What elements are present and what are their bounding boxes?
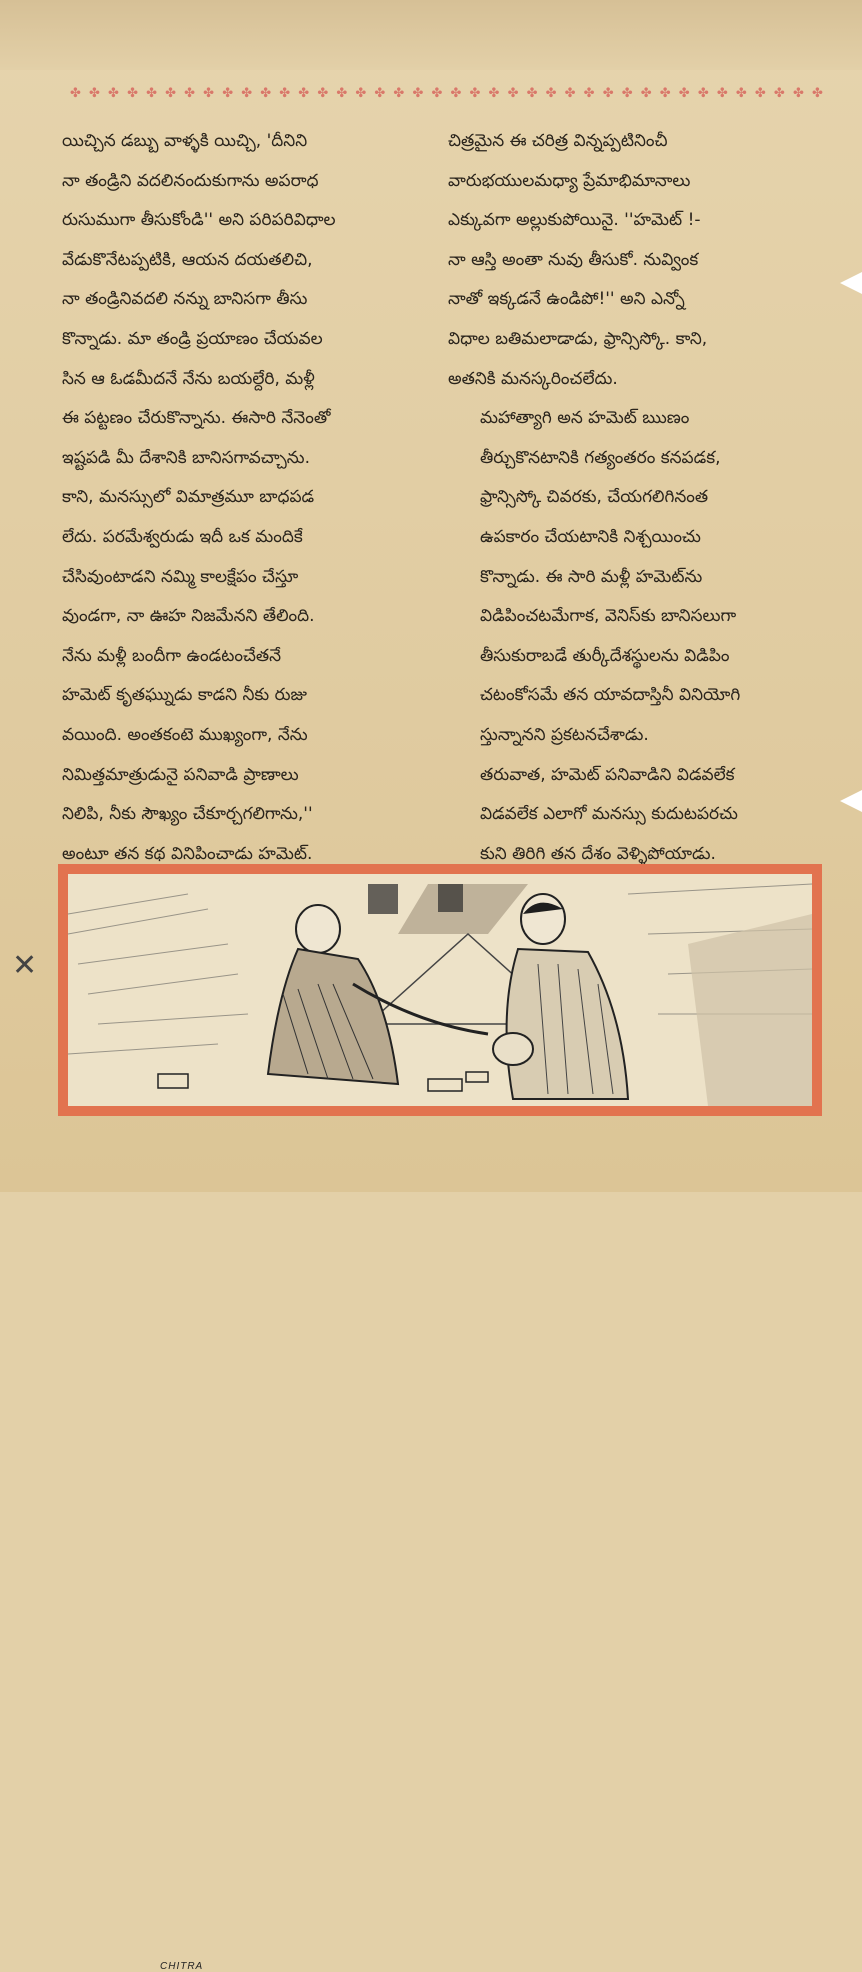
right-p2-line: ఫ్రాన్సిస్కో చివరకు, చేయగలిగినంత [480, 487, 709, 508]
illustration-canvas [68, 874, 812, 1972]
story-illustration [58, 864, 822, 1972]
page-edge-tab-2 [840, 790, 862, 812]
left-column-line: వేడుకొనేటప్పటికి, ఆయన దయతలిచి, [62, 249, 313, 270]
right-p2-line: మహాత్యాగి అన హమెట్ ఋణం [480, 408, 690, 429]
child-figure [493, 1033, 533, 1065]
left-column-line: సిన ఆ ఓడమీదనే నేను బయల్దేరి, మళ్లీ [62, 368, 315, 389]
right-column [448, 122, 798, 874]
right-p1-line: ఎక్కువగా అల్లుకుపోయినై. ''హమెట్ !- [448, 210, 701, 231]
right-p2-line: తీర్చుకొనటానికి గత్యంతరం కనపడక, [480, 447, 721, 468]
right-p2-line: విడిపించటమేగాక, వెనిస్‌కు బానిసలుగా [480, 606, 737, 627]
left-column-line: కాని, మనస్సులో విమాత్రమూ బాధపడ [62, 487, 315, 508]
right-p2-line: ఉపకారం చేయటానికి నిశ్చయించు [480, 526, 701, 547]
left-column-line: వయింది. అంతకంటె ముఖ్యంగా, నేను [62, 724, 308, 745]
left-column-line: నా తండ్రినివదలి నన్ను బానిసగా తీసు [62, 289, 308, 310]
left-column-line: హమెట్ కృతఘ్నుడు కాడని నీకు రుజు [62, 685, 308, 706]
page-edge-tab-1 [840, 272, 862, 294]
top-stain [0, 0, 862, 70]
left-column-line: నిలిపి, నీకు సౌఖ్యం చేకూర్చగలిగాను,'' [62, 804, 313, 825]
left-column-line: వుండగా, నా ఊహ నిజమేనని తేలింది. [62, 606, 315, 627]
right-p3-line: విడవలేక ఎలాగో మనస్సు కుదుటపరచు [480, 804, 738, 825]
right-p2-line: స్తున్నానని ప్రకటనచేశాడు. [480, 724, 649, 745]
right-p2-line: తీసుకురాబడే తుర్కీదేశస్థులను విడిపిం [480, 645, 730, 666]
right-p1-line: విధాల బతిమలాడాడు, ఫ్రాన్సిస్కో. కాని, [448, 328, 708, 349]
left-column-line: కొన్నాడు. మా తండ్రి ప్రయాణం చేయవల [62, 328, 323, 349]
right-p1-line: నా ఆస్తి అంతా నువు తీసుకో. నువ్వింక [448, 249, 699, 270]
left-column-line: రుసుముగా తీసుకోండి'' అని పరిపరివిధాల [62, 210, 336, 231]
left-column-line: చేసివుంటాడని నమ్మి కాలక్షేపం చేస్తూ [62, 566, 299, 587]
left-column-line: లేదు. పరమేశ్వరుడు ఇదీ ఒక మందికే [62, 526, 303, 547]
right-p3-line: కుని తిరిగి తన దేశం వెళ్ళిపోయాడు. [480, 843, 716, 864]
right-p1-line: నాతో ఇక్కడనే ఉండిపో!'' అని ఎన్నో [448, 289, 685, 310]
margin-mark: ✕ [12, 948, 38, 983]
left-column [62, 122, 412, 874]
artist-signature: CHITRA [160, 1961, 204, 1972]
right-paragraph-2 [448, 399, 798, 755]
left-column-line: యిచ్చిన డబ్బు వాళ్ళకి యిచ్చి, 'దీనిని [62, 131, 308, 151]
illustration-drawing [68, 874, 812, 1106]
right-paragraph-1 [448, 122, 798, 399]
right-p1-line: అతనికి మనస్కరించలేదు. [448, 368, 618, 389]
right-p3-line: తరువాత, హమెట్ పనివాడిని విడవలేక [480, 764, 735, 785]
ornament-border: ✤ ✤ ✤ ✤ ✤ ✤ ✤ ✤ ✤ ✤ ✤ ✤ ✤ ✤ ✤ ✤ ✤ ✤ ✤ ✤ ✤ ✤ ✤ ✤ ✤ ✤ ✤ ✤ ✤ ✤ ✤ ✤ ✤ ✤ ✤ ✤ ✤ ✤ ✤ ✤ [70, 86, 825, 101]
left-column-line: నా తండ్రిని వదలినందుకుగాను అపరాధ [62, 170, 319, 191]
young-man-figure [507, 894, 628, 1099]
left-column-line: నేను మళ్లీ బందీగా ఉండటంచేతనే [62, 645, 282, 666]
right-p2-line: చటంకోసమే తన యావదాస్తినీ వినియోగి [480, 685, 741, 706]
right-paragraph-3 [448, 756, 798, 875]
right-p1-line: వారుభయులమధ్యా ప్రేమాభిమానాలు [448, 170, 691, 191]
left-column-line: ఈ పట్టణం చేరుకొన్నాను. ఈసారి నేనెంతో [62, 408, 331, 429]
left-column-line: ఇష్టపడి మీ దేశానికి బానిసగావచ్చాను. [62, 447, 310, 468]
right-p1-line: చిత్రమైన ఈ చరిత్ర విన్నప్పటినించీ [448, 131, 668, 151]
left-column-line: అంటూ తన కథ వినిపించాడు హమెట్. [62, 843, 313, 864]
right-p2-line: కొన్నాడు. ఈ సారి మళ్లీ హమెట్‌ను [480, 566, 703, 587]
left-column-line: నిమిత్తమాత్రుడునై పనివాడి ప్రాణాలు [62, 764, 299, 785]
